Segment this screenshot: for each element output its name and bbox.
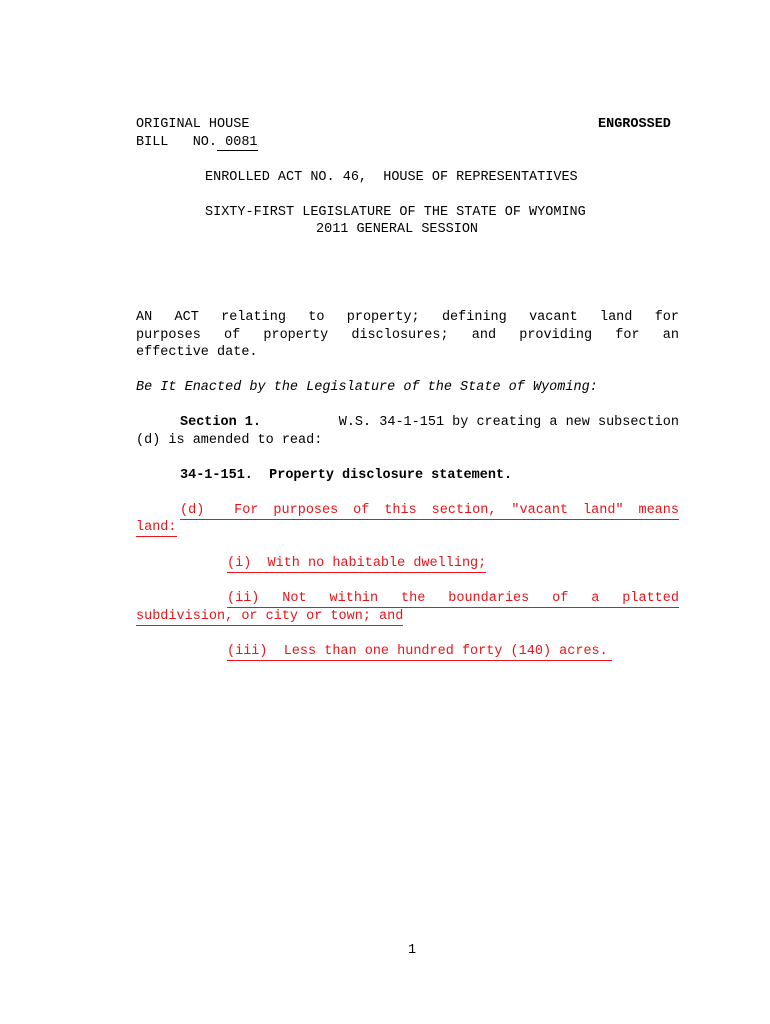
enacting-clause: Be It Enacted by the Legislature of the State of Wyoming: bbox=[136, 380, 598, 395]
bill-label: BILL NO. bbox=[136, 135, 218, 150]
session-line: 2011 GENERAL SESSION bbox=[316, 222, 479, 237]
section-1-line-2: (d) is amended to read: bbox=[136, 433, 323, 448]
section-1-text: W.S. 34-1-151 by creating a new subsection bbox=[338, 415, 679, 430]
original-house-label: ORIGINAL HOUSE bbox=[136, 117, 250, 132]
paragraph-iii: (iii) Less than one hundred forty (140) acres. bbox=[227, 644, 612, 661]
subsection-d-line-1: (d) For purposes of this section, "vacant land" means bbox=[180, 503, 679, 518]
legislature-line: SIXTY-FIRST LEGISLATURE OF THE STATE OF WYOMING bbox=[205, 205, 586, 220]
act-line-1: AN ACT relating to property; defining vacant land for bbox=[136, 310, 679, 325]
paragraph-i: (i) With no habitable dwelling; bbox=[227, 556, 487, 571]
paragraph-ii-line-2: subdivision, or city or town; and bbox=[136, 609, 404, 624]
enrolled-act-line: ENROLLED ACT NO. 46, HOUSE OF REPRESENTATIVES bbox=[205, 170, 578, 185]
statute-heading: 34-1-151. Property disclosure statement. bbox=[180, 468, 513, 483]
bill-number-line bbox=[136, 135, 258, 150]
engrossed-label: ENGROSSED bbox=[598, 117, 671, 132]
subsection-d-line-2: land: bbox=[136, 520, 177, 535]
paragraph-ii-line-1: (ii) Not within the boundaries of a platted bbox=[227, 591, 679, 606]
act-line-3: effective date. bbox=[136, 345, 258, 360]
section-1-line-1 bbox=[180, 415, 679, 430]
section-1-label: Section 1. bbox=[180, 415, 262, 430]
act-line-2: purposes of property disclosures; and providing for an bbox=[136, 328, 679, 343]
page-number: 1 bbox=[408, 943, 417, 958]
bill-number: 0081 bbox=[217, 135, 258, 150]
